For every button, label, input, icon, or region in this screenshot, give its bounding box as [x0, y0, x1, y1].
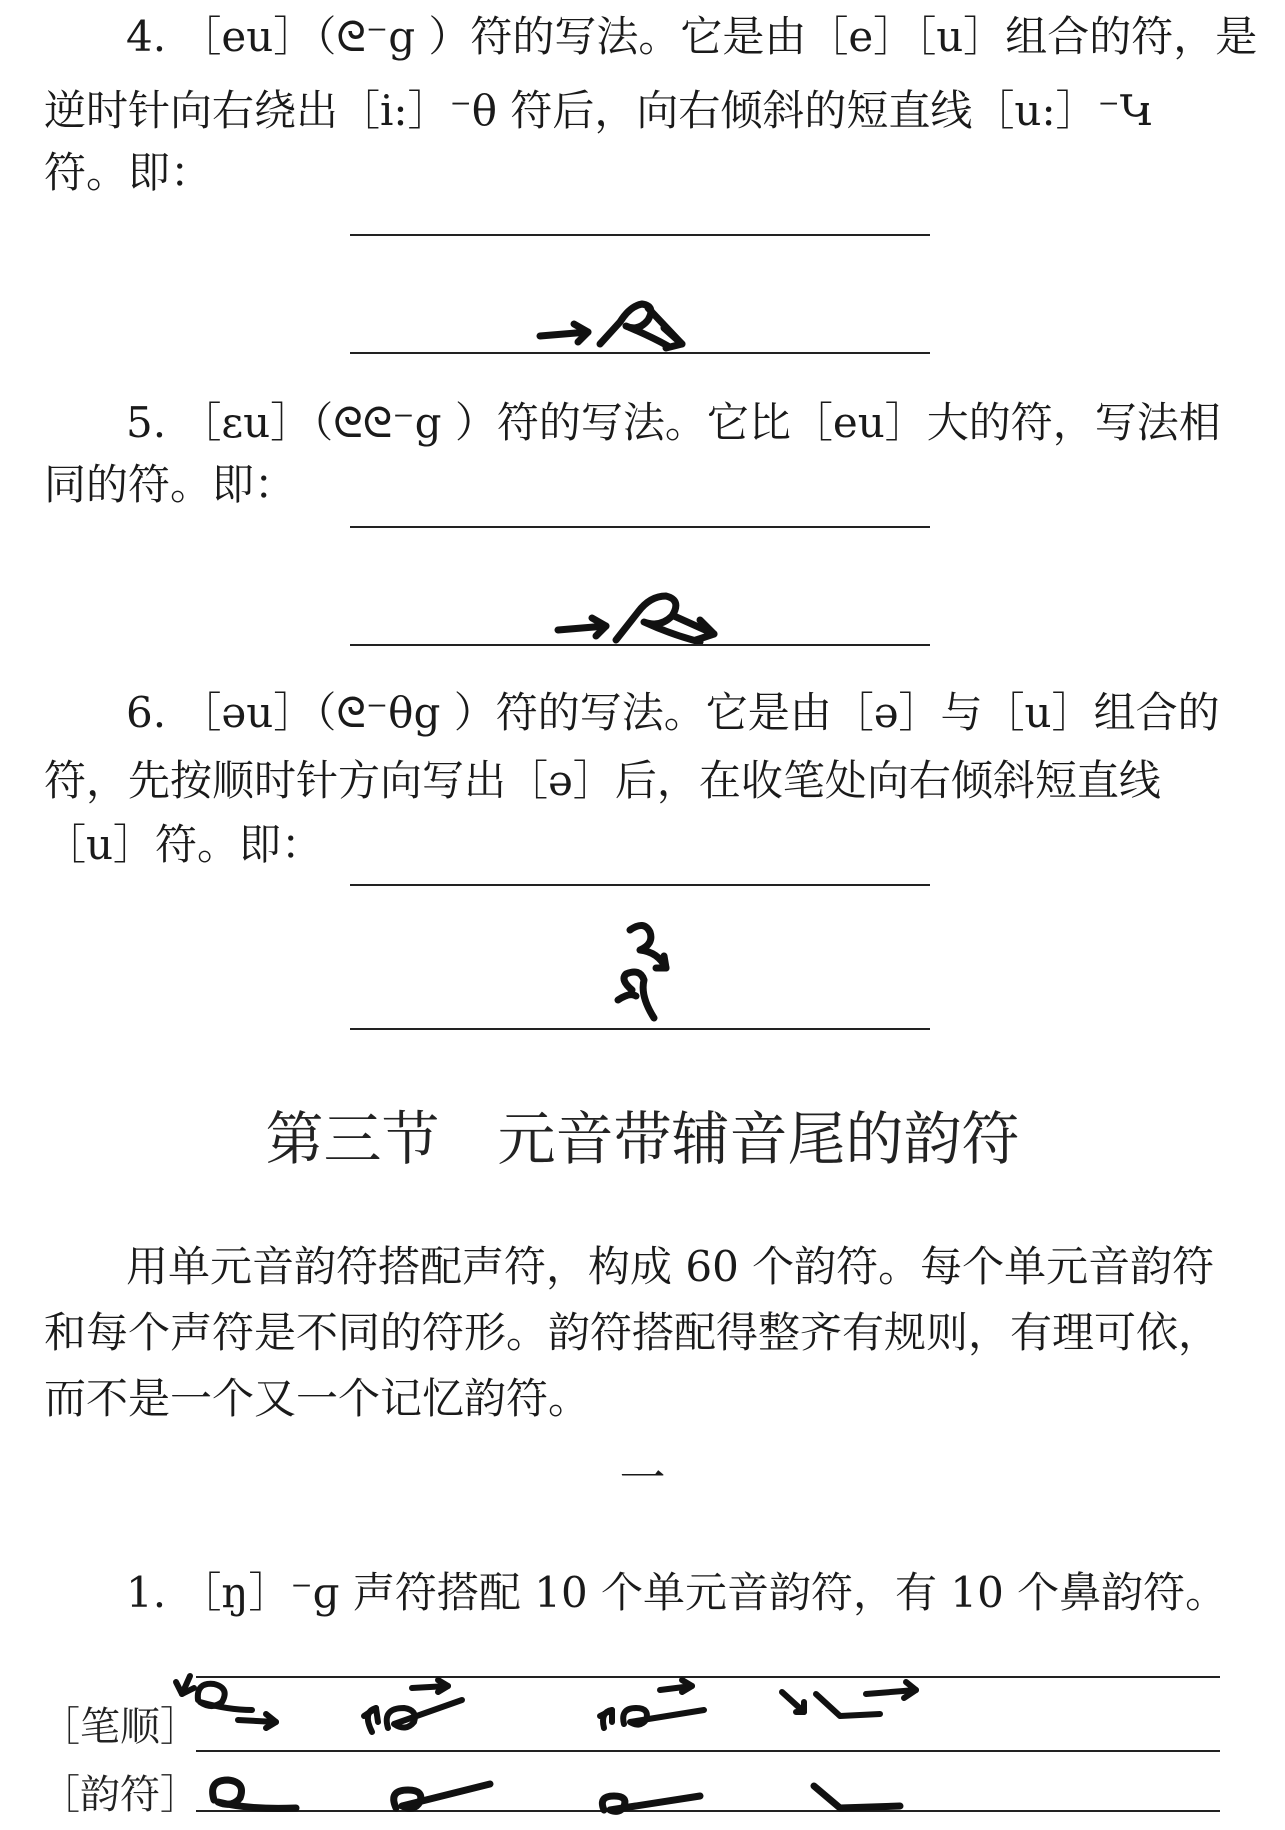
rhyme-symbol-label: ［韵符］: [40, 1772, 200, 1818]
p4-line3: 符。即：: [44, 148, 213, 197]
guide-line: [350, 1028, 930, 1030]
guide-line: [350, 526, 930, 528]
subsection-marker: 一: [619, 1451, 666, 1505]
rhyme-symbol-4-icon: [800, 1766, 920, 1822]
section-title: 第三节 元音带辅音尾的韵符: [265, 1105, 1020, 1173]
guide-line: [350, 884, 930, 886]
intro-line2: 和每个声符是不同的符形。韵符搭配得整齐有规则，有理可依，: [44, 1308, 1221, 1357]
stroke-order-4-icon: [770, 1672, 930, 1742]
guide-line: [350, 644, 930, 646]
guide-line: [196, 1750, 1220, 1752]
stroke-order-3-icon: [590, 1670, 720, 1746]
rhyme-symbol-2-icon: [382, 1764, 502, 1820]
p6-line1: 6. ［əu］（ᘓ⁻θց ）符的写法。它是由［ə］与［u］组合的: [126, 688, 1220, 737]
guide-line: [350, 234, 930, 236]
p6-line3: ［u］符。即：: [44, 820, 324, 869]
stroke-order-1-icon: [168, 1664, 288, 1744]
rhyme-symbol-1-icon: [200, 1768, 310, 1818]
rhyme-symbol-3-icon: [592, 1770, 712, 1820]
stroke-order-label: ［笔顺］: [40, 1704, 200, 1750]
p4-line2: 逆时针向右绕出［i:］⁻θ 符后，向右倾斜的短直线［u:］⁻Կ: [44, 86, 1154, 135]
item-1: 1. ［ŋ］⁻ɡ 声符搭配 10 个单元音韵符，有 10 个鼻韵符。: [126, 1568, 1228, 1617]
intro-line1: 用单元音韵符搭配声符，构成 60 个韵符。每个单元音韵符: [126, 1242, 1215, 1291]
stroke-order-2-icon: [352, 1670, 482, 1746]
p6-line2: 符，先按顺时针方向写出［ə］后，在收笔处向右倾斜短直线: [44, 756, 1161, 805]
intro-line3: 而不是一个又一个记忆韵符。: [44, 1374, 591, 1423]
p5-line2: 同的符。即：: [44, 460, 297, 509]
shorthand-eu-large-stroke-icon: [550, 582, 730, 652]
shorthand-eu-stroke-icon: [530, 286, 700, 356]
p4-line1: 4. ［eu］（ᘓ⁻ց ）符的写法。它是由［e］［u］组合的符，是: [126, 12, 1258, 61]
shorthand-ou-stroke-icon: [610, 916, 680, 1031]
guide-line: [350, 352, 930, 354]
p5-line1: 5. ［ɛu］（ᘓᘓ⁻ց ）符的写法。它比［eu］大的符，写法相: [126, 398, 1221, 447]
